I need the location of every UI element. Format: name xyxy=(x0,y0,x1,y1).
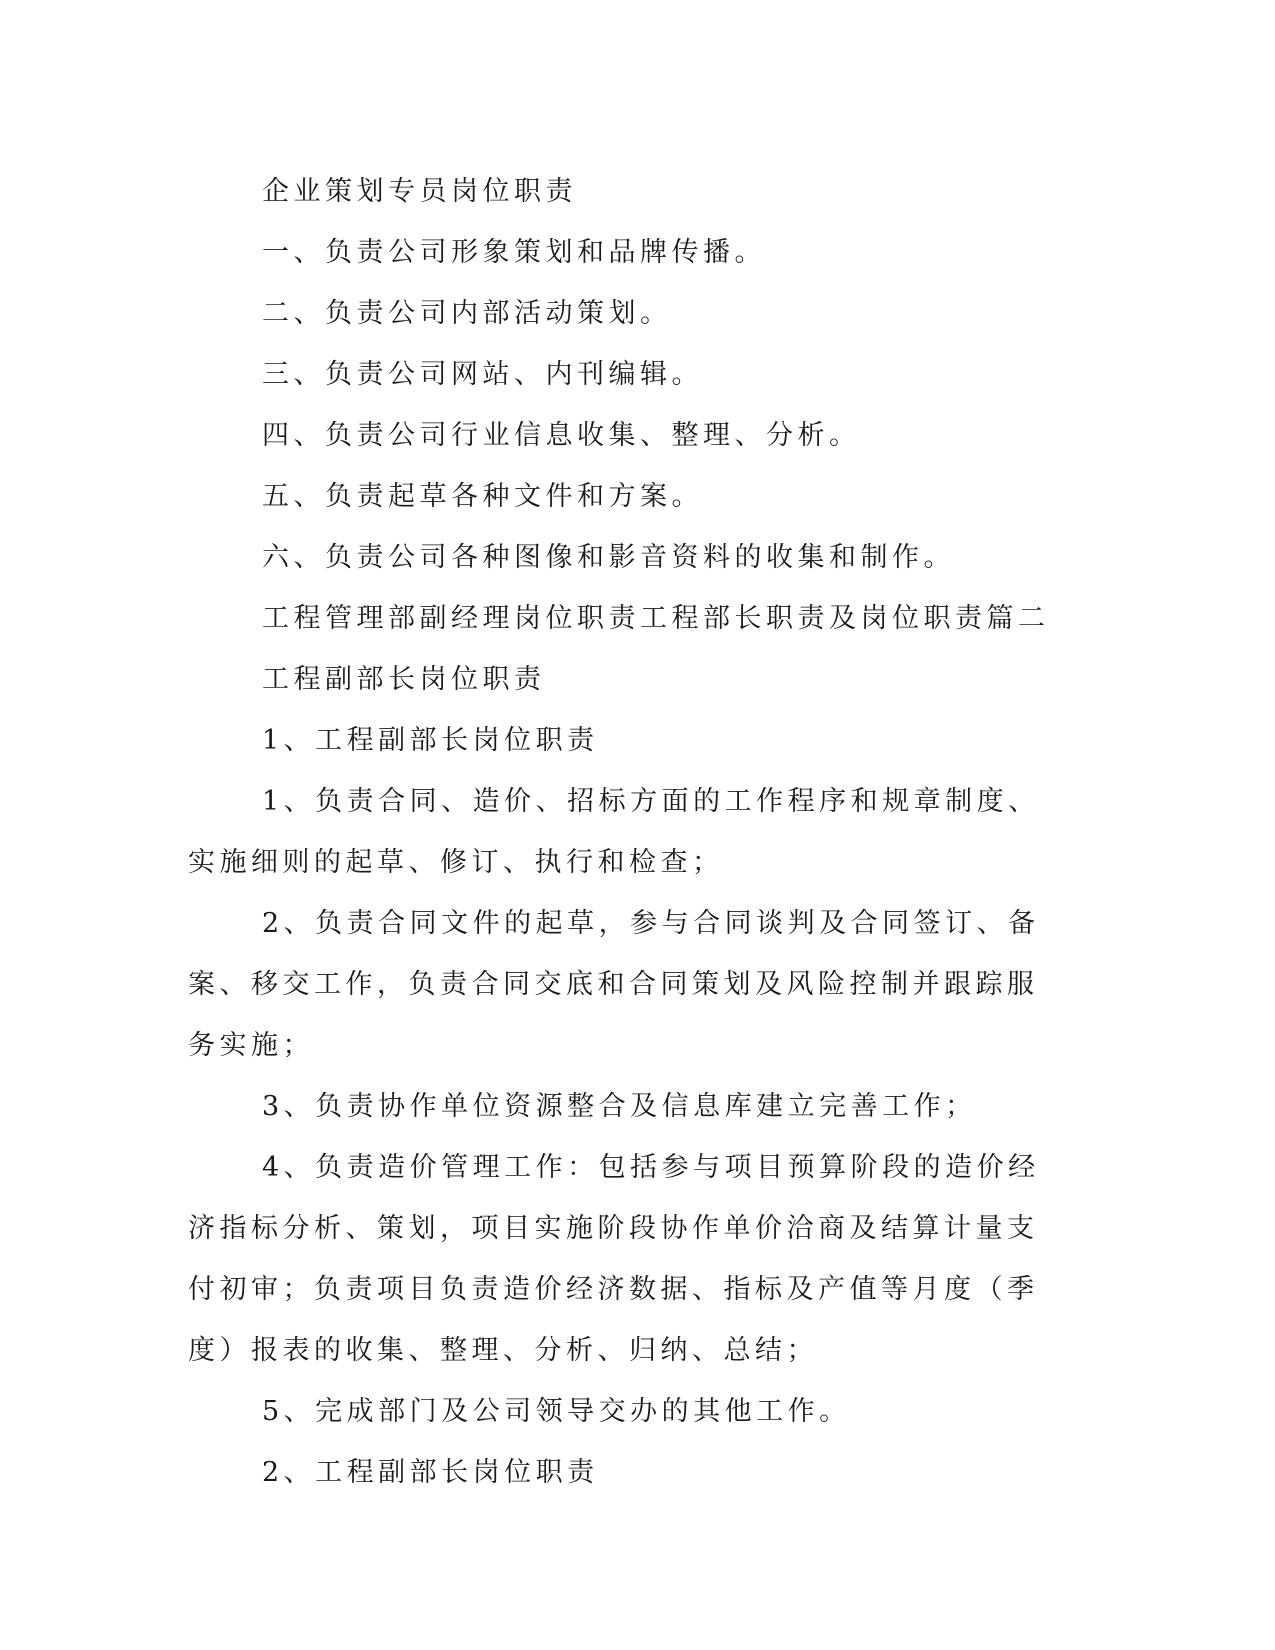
duty-item: 二、负责公司内部活动策划。 xyxy=(262,298,672,329)
duty-paragraph: 1、负责合同、造价、招标方面的工作程序和规章制度、实施细则的起草、修订、执行和检查； xyxy=(188,786,1040,878)
duty-item: 六、负责公司各种图像和影音资料的收集和制作。 xyxy=(262,542,955,573)
sub-heading: 1、工程副部长岗位职责 xyxy=(262,725,599,756)
duty-item: 三、负责公司网站、内刊编辑。 xyxy=(262,359,703,390)
doc-title: 企业策划专员岗位职责 xyxy=(262,176,577,207)
duty-paragraph: 3、负责协作单位资源整合及信息库建立完善工作； xyxy=(262,1091,977,1122)
document-body xyxy=(188,161,1068,1503)
duty-item: 一、负责公司形象策划和品牌传播。 xyxy=(262,237,766,268)
duty-item: 四、负责公司行业信息收集、整理、分析。 xyxy=(262,420,861,451)
section-heading: 工程管理部副经理岗位职责工程部长职责及岗位职责篇二 xyxy=(262,603,1050,634)
duty-paragraph: 4、负责造价管理工作：包括参与项目预算阶段的造价经济指标分析、策划，项目实施阶段协作单价洽商及结算计量支付初审；负责项目负责造价经济数据、指标及产值等月度（季度）报表的收集、整理、分析、归纳、总结； xyxy=(188,1152,1040,1366)
duty-item: 五、负责起草各种文件和方案。 xyxy=(262,481,703,512)
sub-heading: 2、工程副部长岗位职责 xyxy=(262,1457,599,1488)
sub-heading: 工程副部长岗位职责 xyxy=(262,664,546,695)
duty-paragraph: 2、负责合同文件的起草，参与合同谈判及合同签订、备案、移交工作，负责合同交底和合同策划及风险控制并跟踪服务实施； xyxy=(188,908,1040,1061)
duty-paragraph: 5、完成部门及公司领导交办的其他工作。 xyxy=(262,1396,851,1427)
